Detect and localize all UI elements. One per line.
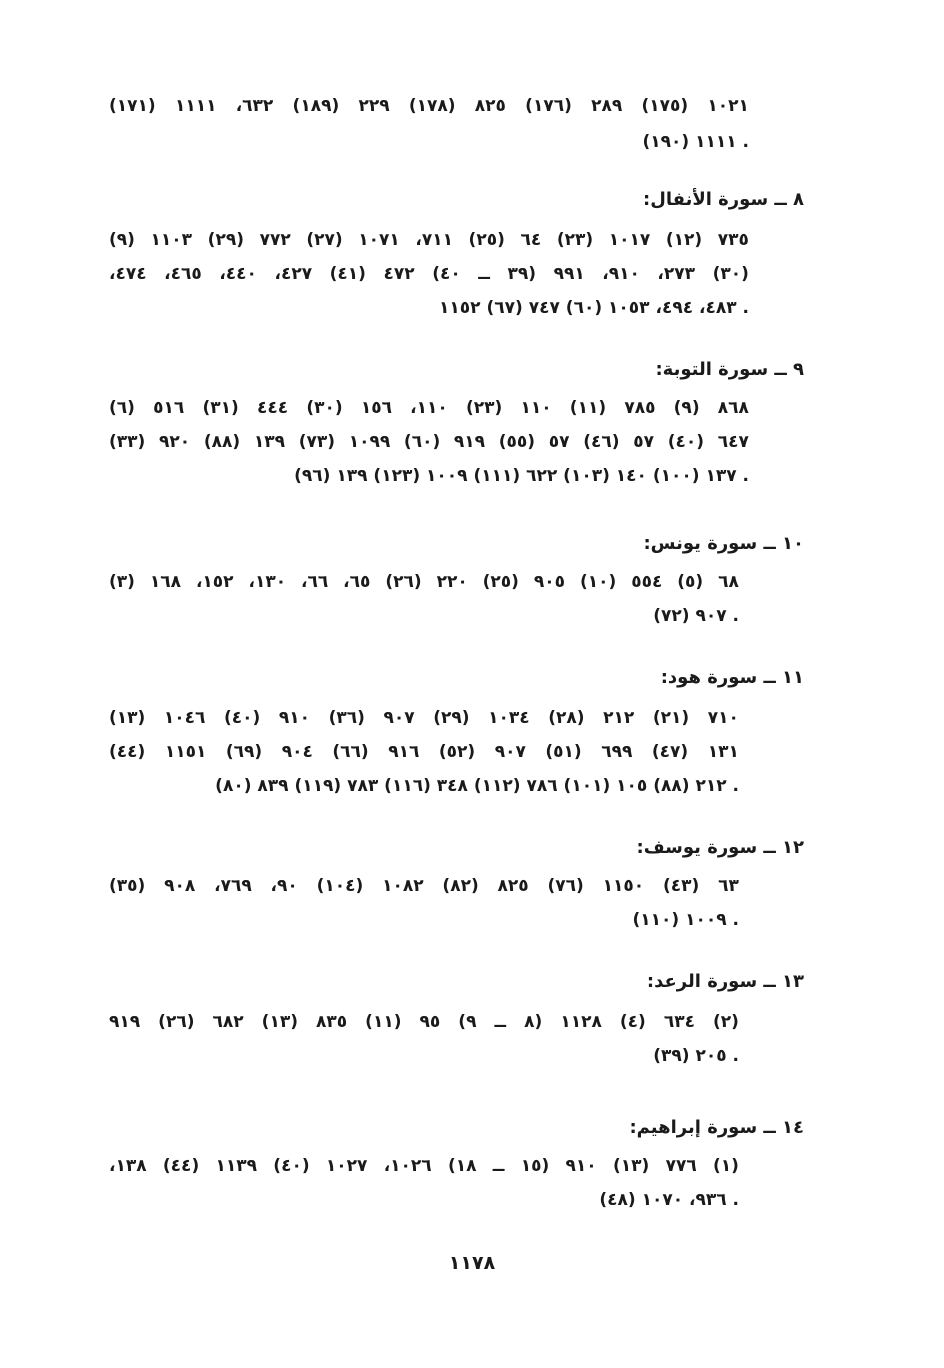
- surah-entries: [109, 1006, 739, 1076]
- index-line: (١) ٧٧٦ (١٣) ٩١٠ (١٥ ــ ١٨) ١٠٢٦، ١٠٢٧ (٤٠) ١١٣٩ (٤٤) ١٣٨،: [109, 1156, 739, 1176]
- index-line: (١٩٠) ١١١١ .: [642, 132, 749, 152]
- index-line: (٧٢) ٩٠٧ .: [653, 606, 739, 626]
- index-line: (٣٠) ٢٧٣، ٩١٠، ٩٩١ (٣٩ ــ ٤٠) ٤٧٢ (٤١) ٤٢٧، ٤٤٠، ٤٦٥، ٤٧٤،: [109, 264, 749, 284]
- index-line: (٤٨) ٩٣٦، ١٠٧٠ .: [599, 1190, 739, 1210]
- surah-entries: [109, 702, 739, 806]
- surah-entries: [109, 1150, 739, 1220]
- index-line: (١٧١) ١٠٢١ (١٧٥) ٢٨٩ (١٧٦) ٨٢٥ (١٧٨) ٢٢٩ (١٨٩) ٦٣٢، ١١١١: [109, 96, 749, 116]
- surah-heading: ١٤ ــ سورة إبراهيم:: [629, 1117, 804, 1138]
- surah-heading: ١٣ ــ سورة الرعد:: [646, 971, 804, 992]
- index-line: (٤٤) ١٣١ (٤٧) ٦٩٩ (٥١) ٩٠٧ (٥٢) ٩١٦ (٦٦) ٩٠٤ (٦٩) ١١٥١: [109, 742, 739, 762]
- index-line: (٩٦) ١٣٧ (١٠٠) ١٤٠ (١٠٣) ٦٢٢ (١١١) ١٠٠٩ (١٢٣) ١٣٩ .: [294, 466, 749, 486]
- surah-entries: [109, 566, 739, 636]
- surah-heading: ١١ ــ سورة هود:: [660, 667, 804, 688]
- index-line: (٣٩) ٢٠٥ .: [653, 1046, 739, 1066]
- surah-heading: ١٠ ــ سورة يونس:: [643, 533, 804, 554]
- index-line: ٤٨٣، ٤٩٤، ١٠٥٣ (٦٠) ٧٤٧ (٦٧) ١١٥٢ .: [439, 298, 749, 318]
- index-line: (١٣) ٧١٠ (٢١) ٢١٢ (٢٨) ١٠٣٤ (٢٩) ٩٠٧ (٣٦) ٩١٠ (٤٠) ١٠٤٦: [109, 708, 739, 728]
- index-line: (٩) ٧٣٥ (١٢) ١٠١٧ (٢٣) ٦٤ (٢٥) ٧١١، ١٠٧١ (٢٧) ٧٧٢ (٢٩) ١١٠٣: [109, 230, 749, 250]
- intro-block: [109, 90, 749, 160]
- index-line: (٣٥) ٦٣ (٤٣) ١١٥٠ (٧٦) ٨٢٥ (٨٢) ١٠٨٢ (١٠٤) ٩٠، ٧٦٩، ٩٠٨: [109, 876, 739, 896]
- surah-entries: [109, 392, 749, 496]
- index-line: (٦) ٨٦٨ (٩) ٧٨٥ (١١) ١١٠ (٢٣) ١١٠، ١٥٦ (٣٠) ٤٤٤ (٣١) ٥١٦: [109, 398, 749, 418]
- surah-heading: ١٢ ــ سورة يوسف:: [636, 837, 804, 858]
- index-line: (٨٠) ٢١٢ (٨٨) ١٠٥ (١٠١) ٧٨٦ (١١٢) ٣٤٨ (١١٦) ٧٨٣ (١١٩) ٨٣٩ .: [215, 776, 739, 796]
- index-line: (١١٠) ١٠٠٩ .: [632, 910, 739, 930]
- page-number: ١١٧٨: [448, 1252, 496, 1274]
- surah-heading: ٩ ــ سورة التوبة:: [655, 359, 804, 380]
- index-line: (٢) ٦٣٤ (٤) ١١٢٨ (٨ ــ ٩) ٩٥ (١١) ٨٣٥ (١٣) ٦٨٢ (٢٦) ٩١٩: [109, 1012, 739, 1032]
- surah-heading: ٨ ــ سورة الأنفال:: [643, 189, 804, 210]
- index-line: (٣) ٦٨ (٥) ٥٥٤ (١٠) ٩٠٥ (٢٥) ٢٢٠ (٢٦) ٦٥، ٦٦، ١٣٠، ١٥٢، ١٦٨: [109, 572, 739, 592]
- surah-entries: [109, 870, 739, 940]
- surah-entries: [109, 224, 749, 328]
- index-line: (٣٣) ٦٤٧ (٤٠) ٥٧ (٤٦) ٥٧ (٥٥) ٩١٩ (٦٠) ١٠٩٩ (٧٣) ١٣٩ (٨٨) ٩٢٠: [109, 432, 749, 452]
